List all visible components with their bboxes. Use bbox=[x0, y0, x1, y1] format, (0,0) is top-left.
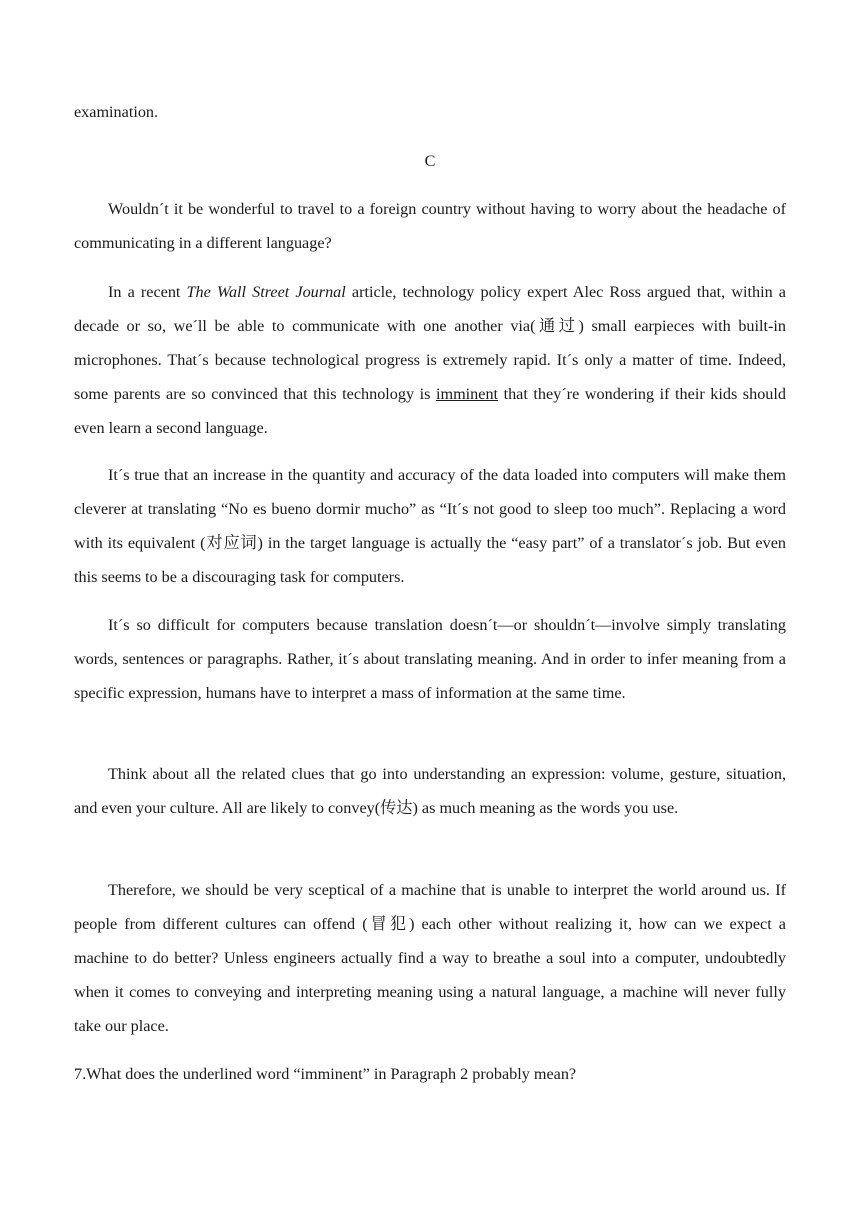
paragraph-5: Think about all the related clues that go into understanding an expression: volume, gesture, situation, and even your culture. All are likely to convey(传达) as much meaning as the words you use. bbox=[74, 765, 786, 817]
paragraph-2-part-b: article, technology policy expert Alec Ross argued that, within a decade or so, we´ll be able to communicate with one another via(通过) small earpieces with built-in microphones. That´s because technological progress is extremely rapid. It´s only a matter of time. Indeed, some parents are so convinced that this technology is bbox=[74, 283, 786, 403]
underlined-word: imminent bbox=[435, 385, 499, 403]
section-heading: C bbox=[424, 152, 436, 170]
paragraph-3: It´s true that an increase in the quantity and accuracy of the data loaded into computers will make them cleverer at translating “No es bueno dormir mucho” as “It´s not good to sleep too much”. Replacing a word with its equivalent (对应词) in the target language is actually the “easy part” of a translator´s job. But even this seems to be a discouraging task for computers. bbox=[74, 466, 786, 586]
paragraph-4: It´s so difficult for computers because translation doesn´t—or shouldn´t—involve simply translating words, sentences or paragraphs. Rather, it´s about translating meaning. And in order to infer meaning from a specific expression, humans have to interpret a mass of information at the same time. bbox=[74, 616, 786, 702]
previous-passage-ending: examination. bbox=[74, 103, 159, 121]
newspaper-title: The Wall Street Journal bbox=[186, 283, 346, 301]
paragraph-6: Therefore, we should be very sceptical of a machine that is unable to interpret the world around us. If people from different cultures can offend (冒犯) each other without realizing it, how can we expect a machine to do better? Unless engineers actually find a way to breathe a soul into a computer, undoubtedly when it comes to conveying and interpreting meaning using a natural language, a machine will never fully take our place. bbox=[74, 881, 786, 1035]
paragraph-2-part-c: that they´re wondering if their kids should even learn a second language. bbox=[74, 385, 786, 437]
question-7: 7.What does the underlined word “imminent” in Paragraph 2 probably mean? bbox=[74, 1065, 577, 1083]
paragraph-2-part-a: In a recent bbox=[108, 283, 187, 301]
paragraph-2 bbox=[74, 275, 786, 445]
paragraph-1: Wouldn´t it be wonderful to travel to a foreign country without having to worry about the headache of communicating in a different language? bbox=[74, 200, 786, 252]
